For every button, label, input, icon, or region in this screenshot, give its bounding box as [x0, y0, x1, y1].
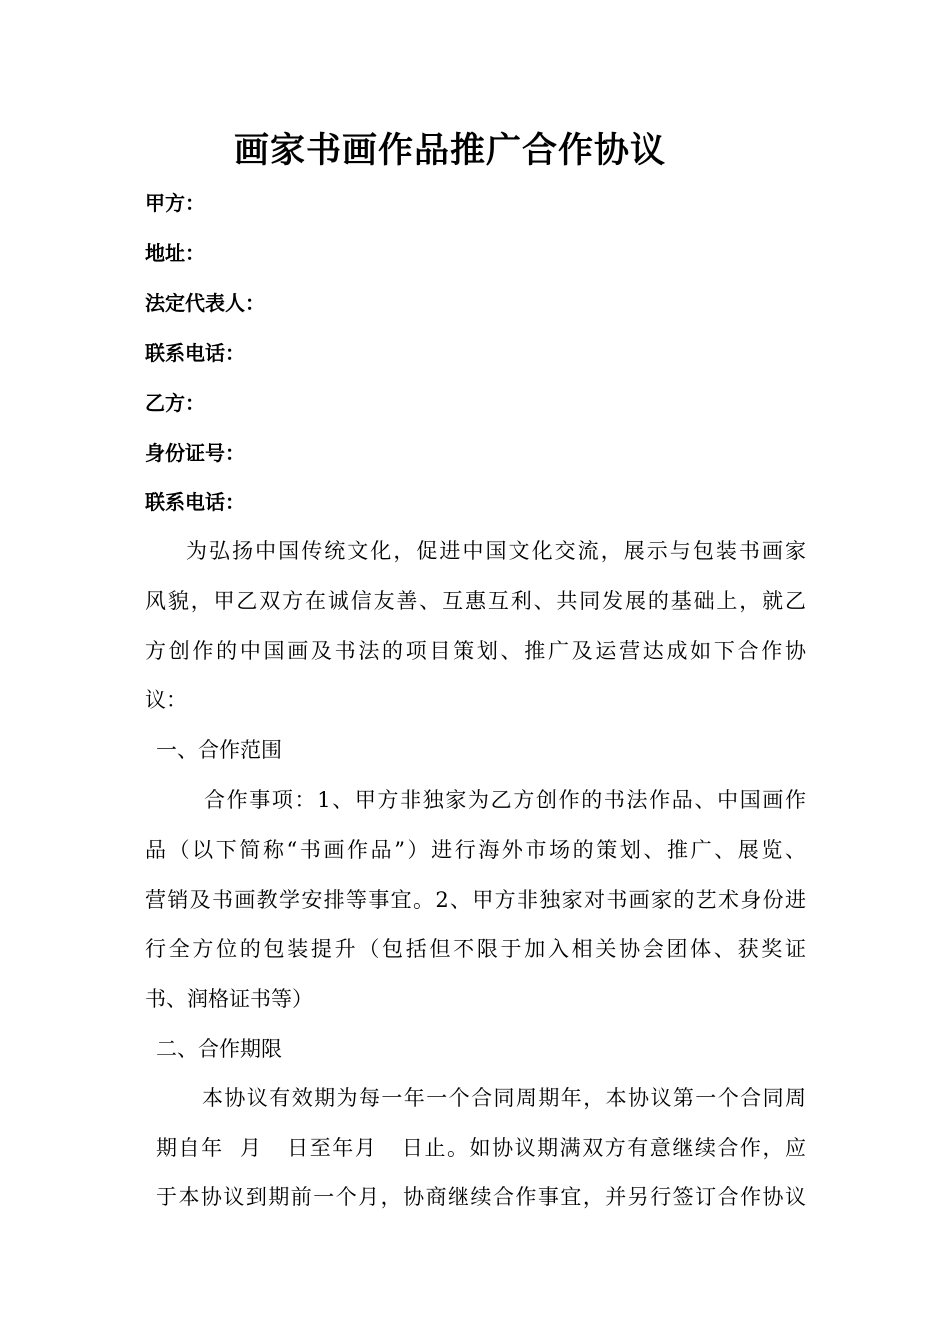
preamble-line: 议：	[145, 688, 187, 712]
section-paragraph-line: 行全方位的包装提升（包括但不限于加入相关协会团体、获奖证	[145, 937, 806, 961]
address-label: 地址：	[145, 241, 205, 265]
section-paragraph-line: 期自年 月 日至年月 日止。如协议期满双方有意继续合作，应	[156, 1136, 806, 1160]
section-heading-scope: 一、合作范围	[156, 738, 282, 762]
preamble-line: 方创作的中国画及书法的项目策划、推广及运营达成如下合作协	[145, 639, 806, 663]
party-a-label: 甲方：	[145, 191, 205, 215]
document-title: 画家书画作品推广合作协议	[234, 131, 667, 171]
section-paragraph-line: 品（以下简称“书画作品”）进行海外市场的策划、推广、展览、	[145, 838, 806, 862]
party-a-phone-label: 联系电话：	[145, 341, 245, 365]
preamble-line: 为弘扬中国传统文化，促进中国文化交流，展示与包装书画家	[186, 539, 806, 563]
legal-representative-label: 法定代表人：	[145, 291, 265, 315]
section-paragraph-line: 营销及书画教学安排等事宜。2、甲方非独家对书画家的艺术身份进	[145, 888, 806, 912]
id-number-label: 身份证号：	[145, 441, 245, 465]
party-b-label: 乙方：	[145, 391, 205, 415]
section-paragraph-line: 本协议有效期为每一年一个合同周期年，本协议第一个合同周	[202, 1086, 806, 1110]
party-b-phone-label: 联系电话：	[145, 490, 245, 514]
section-paragraph-line: 书、润格证书等）	[145, 987, 313, 1011]
section-heading-term: 二、合作期限	[156, 1037, 282, 1061]
preamble-line: 风貌，甲乙双方在诚信友善、互惠互利、共同发展的基础上，就乙	[145, 589, 806, 613]
section-paragraph-line: 于本协议到期前一个月，协商继续合作事宜，并另行签订合作协议	[156, 1185, 806, 1209]
section-paragraph-line: 合作事项：1、甲方非独家为乙方创作的书法作品、中国画作	[204, 788, 806, 812]
